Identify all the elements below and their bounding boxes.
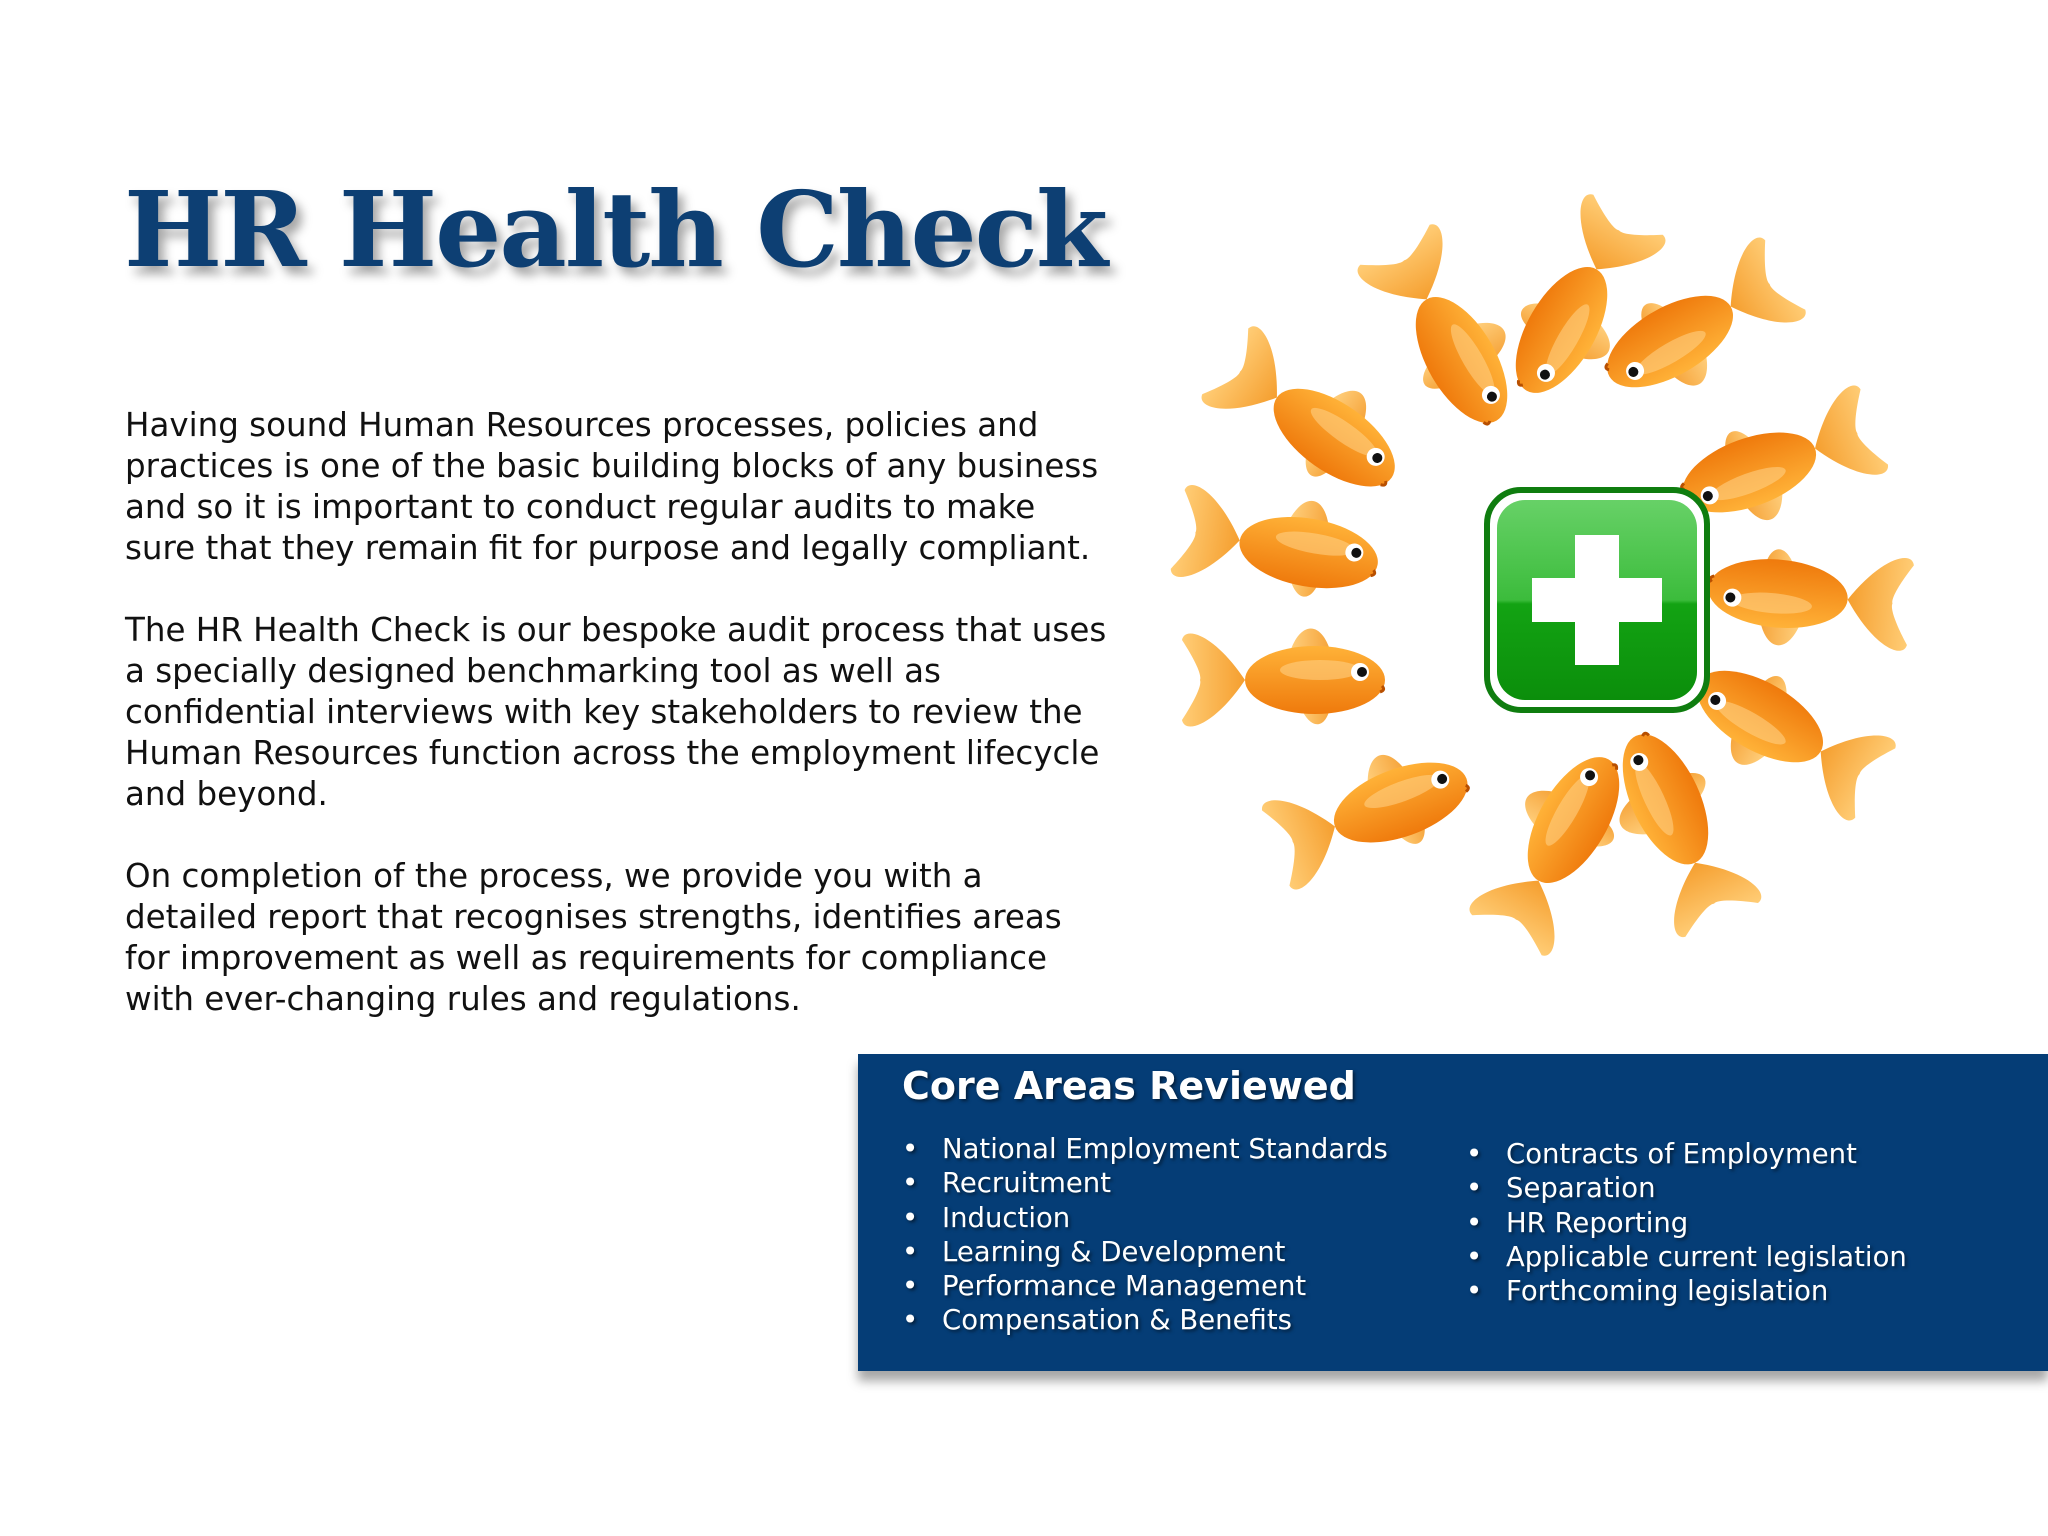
goldfish-icon: [1199, 319, 1422, 516]
core-areas-list-left: [902, 1132, 1388, 1338]
list-item: [902, 1132, 1388, 1166]
list-item: [1466, 1137, 1907, 1171]
bullet-icon: •: [902, 1304, 919, 1337]
list-item-label: Compensation & Benefits: [942, 1304, 1292, 1337]
list-item: [902, 1303, 1388, 1337]
list-item-label: Performance Management: [942, 1270, 1307, 1303]
goldfish-icon: [1258, 730, 1482, 892]
goldfish-icon: [1355, 219, 1541, 444]
list-item: [902, 1166, 1388, 1200]
paragraph-3: On completion of the process, we provide you with a detailed report that recognises strengths, identifies areas for improvement as well as requirements for compliance with ever-changing rules and regulations.: [125, 857, 1062, 1018]
list-item-label: Recruitment: [942, 1167, 1111, 1200]
goldfish-icon: [1462, 734, 1648, 959]
bullet-icon: •: [902, 1201, 919, 1234]
list-item-label: Contracts of Employment: [1506, 1138, 1857, 1170]
core-areas-list-right: [1466, 1137, 1907, 1308]
bullet-icon: •: [902, 1235, 919, 1268]
list-item: [1466, 1240, 1907, 1274]
medical-cross-icon: [1487, 490, 1707, 710]
bullet-icon: •: [902, 1167, 919, 1200]
goldfish-icon: [1704, 541, 1915, 656]
bullet-icon: •: [1466, 1172, 1483, 1205]
goldfish-circle-illustration: [1150, 180, 2030, 1030]
core-areas-heading: Core Areas Reviewed: [902, 1064, 1356, 1108]
list-item-label: HR Reporting: [1506, 1206, 1689, 1239]
paragraph-2: The HR Health Check is our bespoke audit process that uses a specially designed benchmarking tool as well as confidential interviews with key stakeholders to review the Human Resources function across the employment lifecycle and beyond.: [125, 611, 1107, 813]
bullet-icon: •: [1466, 1206, 1483, 1239]
list-item-label: Applicable current legislation: [1506, 1240, 1907, 1273]
list-item-label: Induction: [942, 1201, 1071, 1234]
list-item: [1466, 1206, 1907, 1240]
list-item-label: Separation: [1506, 1172, 1656, 1205]
list-item-label: Forthcoming legislation: [1506, 1275, 1829, 1308]
page-title: HR Health Check: [124, 168, 1107, 291]
bullet-icon: •: [1466, 1240, 1483, 1273]
list-item: [902, 1235, 1388, 1269]
list-item-label: Learning & Development: [942, 1235, 1286, 1268]
bullet-icon: •: [902, 1133, 919, 1165]
core-areas-panel: [858, 1054, 2048, 1371]
bullet-icon: •: [902, 1270, 919, 1303]
goldfish-icon: [1170, 479, 1387, 611]
goldfish-icon: [1182, 628, 1385, 726]
list-item: [902, 1201, 1388, 1235]
intro-text: [125, 405, 1110, 1061]
bullet-icon: •: [1466, 1138, 1483, 1170]
list-item: [1466, 1171, 1907, 1205]
list-item: [1466, 1274, 1907, 1308]
bullet-icon: •: [1466, 1275, 1483, 1308]
list-item-label: National Employment Standards: [942, 1133, 1388, 1165]
list-item: [902, 1269, 1388, 1303]
paragraph-1: Having sound Human Resources processes, policies and practices is one of the basic building blocks of any business and so it is important to conduct regular audits to make sure that they remain fit for purpose and legally compliant.: [125, 406, 1099, 567]
